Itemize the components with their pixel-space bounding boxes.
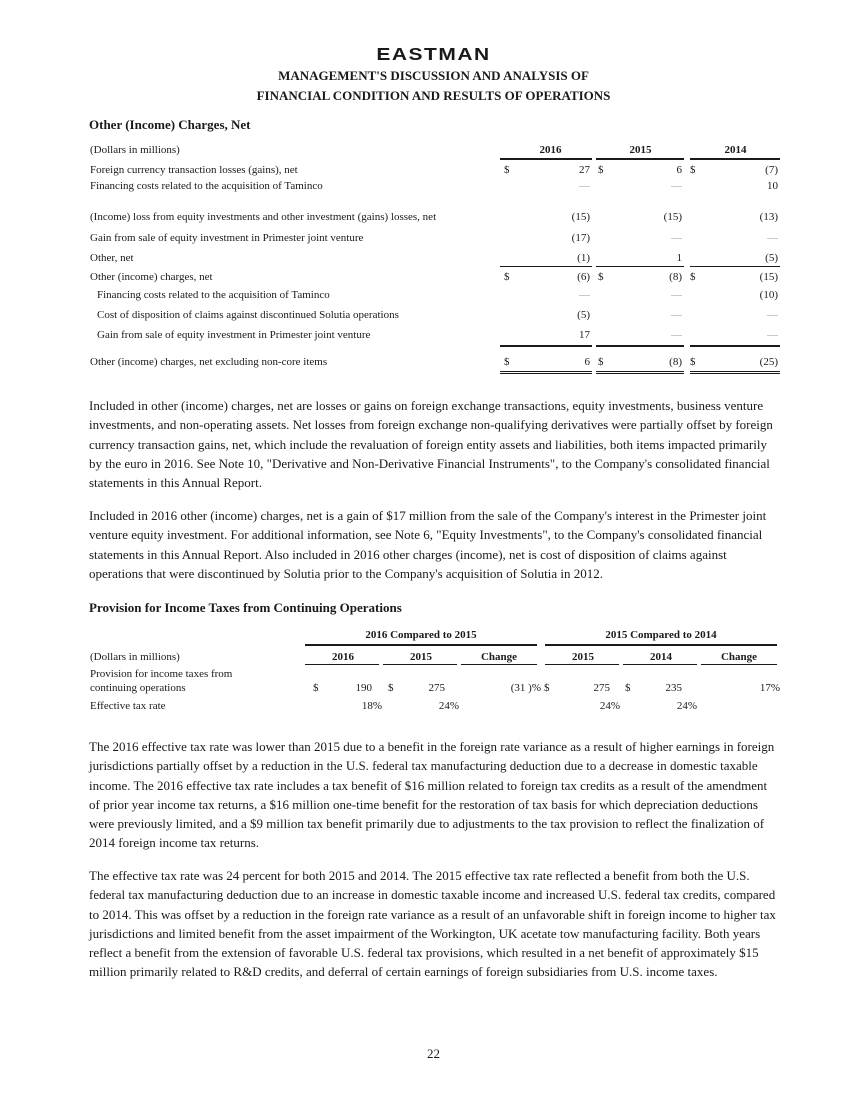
col-rule [701, 664, 777, 665]
dollar-sign: $ [598, 164, 604, 176]
subtotal-rule [690, 266, 780, 267]
year-rule [690, 158, 780, 160]
total-rule [596, 345, 684, 347]
eastman-logo: EASTMAN [376, 45, 491, 65]
value-2014: — [767, 329, 778, 341]
value-2014: (10) [759, 289, 778, 301]
row-label: Cost of disposition of claims against discontinued Solutia operations [97, 309, 399, 321]
value-2016: — [579, 180, 590, 192]
value-2014: (13) [759, 211, 778, 223]
report-heading-line1: MANAGEMENT'S DISCUSSION AND ANALYSIS OF [278, 68, 589, 83]
value-2016: 27 [579, 164, 590, 176]
body-paragraph: The 2016 effective tax rate was lower than 2015 due to a benefit in the foreign rate variance as a result of higher earnings in foreign jurisdictions partially offset by a reduction in the U.S. federal tax manufacturing deduction due to a decrease in domestic taxable income. The 2016 effective tax rate includes a tax benefit of $16 million related to foreign tax credits as a result of the amendment of prior year income tax returns, a $16 million one-time benefit for the restoration of tax basis for which depreciation deductions were previously limited, and a $9 million tax benefit primarily due to adjustments to the tax provision to reflect the finalization of 2014 foreign income tax returns. [89, 739, 775, 851]
tax-change: (31 )% [510, 682, 541, 694]
section-title-other-charges: Other (Income) Charges, Net [89, 117, 251, 132]
value-2014: (25) [759, 356, 778, 368]
value-2014: — [767, 232, 778, 244]
value-2016: (5) [577, 309, 590, 321]
col-header-change: Change [480, 651, 518, 663]
double-rule [690, 371, 780, 374]
tax-2015: 275 [428, 682, 445, 694]
value-2014: — [767, 309, 778, 321]
value-2015: — [671, 289, 682, 301]
group-rule [545, 644, 777, 646]
row-label: Effective tax rate [90, 700, 166, 712]
dollar-sign: $ [313, 682, 319, 694]
value-2015: (8) [669, 271, 682, 283]
subtotal-rule [596, 266, 684, 267]
col-rule [545, 664, 619, 665]
tax-change: 17% [759, 682, 780, 694]
row-label: Other (income) charges, net excluding non-core items [90, 356, 328, 368]
dollar-sign: $ [690, 164, 696, 176]
section-title-income-taxes: Provision for Income Taxes from Continuing Operations [89, 600, 402, 615]
value-2016: 17 [579, 329, 590, 341]
year-header-2015: 2015 [629, 144, 652, 156]
total-rule [690, 345, 780, 347]
dollar-sign: $ [598, 356, 604, 368]
year-header-2016: 2016 [539, 144, 562, 156]
dollar-sign: $ [625, 682, 631, 694]
group-header-2016-vs-2015: 2016 Compared to 2015 [365, 629, 477, 641]
value-2016: — [579, 289, 590, 301]
value-2016: (17) [571, 232, 590, 244]
dollar-sign: $ [690, 356, 696, 368]
dollar-sign: $ [504, 356, 510, 368]
value-2016: 6 [584, 356, 590, 368]
body-paragraph: Included in 2016 other (income) charges, net is a gain of $17 million from the sale of the Company's interest in the Primester joint venture equity investment. For additional information, see Note 6, "Equity Investments", to the Company's consolidated financial statements in this Annual Report. Also included in 2016 other charges (income), net is cost of disposition of claims against operations that were discontinued by Solutia prior to the Company's acquisition of Solutia in 2012. [89, 508, 767, 581]
value-2015: — [671, 232, 682, 244]
page-number: 22 [427, 1046, 440, 1061]
col-header-2015: 2015 [410, 651, 432, 663]
row-label: Gain from sale of equity investment in Primester joint venture [90, 232, 364, 244]
double-rule [500, 371, 592, 374]
value-2015: (8) [669, 356, 682, 368]
subtotal-rule [500, 266, 592, 267]
body-paragraph: Included in other (income) charges, net are losses or gains on foreign exchange transactions, equity investments, business venture investments, and non-operating assets. Net losses from foreign exchange non-qualifying derivatives were partially offset by foreign currency transaction gains, net, which include the revaluation of foreign entity assets and liabilities, both items impacted primarily by the euro in 2016. See Note 10, "Derivative and Non-Derivative Financial Instruments", to the Company's consolidated financial statements in this Annual Report. [89, 398, 773, 491]
group-header-2015-vs-2014: 2015 Compared to 2014 [605, 629, 717, 641]
value-2016: (1) [577, 252, 590, 264]
dollar-sign: $ [544, 682, 550, 694]
value-2015: — [671, 180, 682, 192]
value-2015: (15) [663, 211, 682, 223]
total-rule [500, 345, 592, 347]
col-rule [461, 664, 537, 665]
year-header-2014: 2014 [724, 144, 747, 156]
double-rule [596, 371, 684, 374]
year-rule [596, 158, 684, 160]
report-heading-line2: FINANCIAL CONDITION AND RESULTS OF OPERATIONS [256, 88, 611, 103]
col-header-change: Change [720, 651, 758, 663]
row-label: Other (income) charges, net [90, 271, 213, 283]
rate-2016: 18% [361, 700, 382, 712]
year-rule [500, 158, 592, 160]
value-2014: (5) [765, 252, 778, 264]
rate-2015: 24% [599, 700, 620, 712]
tax-2016: 190 [355, 682, 372, 694]
row-label: Financing costs related to the acquisition of Taminco [97, 289, 330, 301]
value-2014: (7) [765, 164, 778, 176]
rate-2014: 24% [676, 700, 697, 712]
value-2015: 1 [676, 252, 682, 264]
col-header-2016: 2016 [332, 651, 354, 663]
value-2014: (15) [759, 271, 778, 283]
dollar-sign: $ [388, 682, 394, 694]
col-header-2014: 2014 [650, 651, 672, 663]
value-2015: 6 [676, 164, 682, 176]
value-2015: — [671, 309, 682, 321]
dollar-sign: $ [690, 271, 696, 283]
tax-2015: 275 [593, 682, 610, 694]
col-rule [305, 664, 379, 665]
units-label: (Dollars in millions) [90, 144, 180, 156]
row-label: continuing operations [90, 682, 186, 694]
dollar-sign: $ [598, 271, 604, 283]
group-rule [305, 644, 537, 646]
row-label: (Income) loss from equity investments and other investment (gains) losses, net [90, 211, 437, 223]
tax-2014: 235 [665, 682, 682, 694]
dollar-sign: $ [504, 271, 510, 283]
dollar-sign: $ [504, 164, 510, 176]
row-label: Financing costs related to the acquisition of Taminco [90, 180, 323, 192]
value-2016: (15) [571, 211, 590, 223]
row-label: Gain from sale of equity investment in Primester joint venture [97, 329, 371, 341]
value-2016: (6) [577, 271, 590, 283]
value-2014: 10 [767, 180, 778, 192]
rate-2015: 24% [438, 700, 459, 712]
col-rule [623, 664, 697, 665]
row-label: Other, net [90, 252, 134, 264]
row-label: Foreign currency transaction losses (gains), net [90, 164, 298, 176]
row-label: Provision for income taxes from [90, 668, 233, 680]
units-label: (Dollars in millions) [90, 651, 180, 663]
body-paragraph: The effective tax rate was 24 percent for both 2015 and 2014. The 2015 effective tax rate reflected a benefit from both the U.S. federal tax manufacturing deduction due to an increase in domestic taxable income and increased U.S. federal tax credits, compared to 2014. This was offset by a reduction in the foreign rate variance as a result of an unfavorable shift in foreign income to higher tax jurisdictions and limited benefit from the asset impairment of the Workington, UK acetate tow manufacturing facility. Both years reflect a benefit from the extension of favorable U.S. federal tax provisions, which resulted in a net benefit of approximately $15 million primarily related to R&D credits, and deferral of certain earnings of foreign subsidiaries from U.S. income taxes. [89, 868, 776, 980]
col-header-2015: 2015 [572, 651, 594, 663]
col-rule [383, 664, 457, 665]
value-2015: — [671, 329, 682, 341]
